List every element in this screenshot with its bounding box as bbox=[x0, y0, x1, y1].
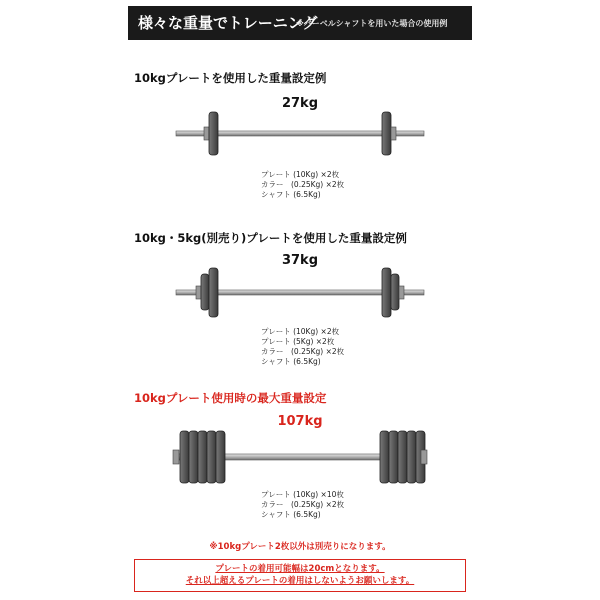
header-note: ※バーベルシャフトを用いた場合の使用例 bbox=[296, 19, 448, 28]
header-banner bbox=[128, 6, 472, 40]
section-1-title: 10kgプレートを使用した重量設定例 bbox=[134, 71, 327, 85]
collar-right bbox=[421, 450, 427, 464]
barbell-37kg-illustration bbox=[0, 264, 600, 326]
plate-10kg bbox=[382, 112, 391, 155]
spec-line: プレート (10Kg) ×10枚 bbox=[261, 490, 344, 499]
plate-10kg bbox=[180, 431, 189, 483]
plate-10kg bbox=[189, 431, 198, 483]
collar-right bbox=[399, 286, 404, 299]
spec-line: シャフト (6.5Kg) bbox=[261, 190, 321, 199]
plate-10kg bbox=[198, 431, 207, 483]
plate-5kg bbox=[391, 274, 399, 310]
section-2-specs bbox=[261, 327, 344, 367]
spec-line: シャフト (6.5Kg) bbox=[261, 510, 321, 519]
plate-10kg bbox=[209, 268, 218, 317]
section-3-total-weight: 107kg bbox=[277, 414, 323, 429]
plate-10kg bbox=[389, 431, 398, 483]
plate-5kg bbox=[201, 274, 209, 310]
plate-10kg bbox=[407, 431, 416, 483]
spec-line: プレート (5Kg) ×2枚 bbox=[261, 337, 335, 346]
plate-10kg bbox=[382, 268, 391, 317]
plate-10kg bbox=[398, 431, 407, 483]
plate-10kg bbox=[380, 431, 389, 483]
collar-right bbox=[391, 127, 396, 140]
notice-box bbox=[134, 559, 466, 592]
notice-line-1: プレートの着用可能幅は20cmとなります。 bbox=[215, 564, 385, 574]
footnote: ※10kgプレート2枚以外は別売りになります。 bbox=[209, 542, 391, 552]
plate-10kg bbox=[207, 431, 216, 483]
section-2-title: 10kg・5kg(別売り)プレートを使用した重量設定例 bbox=[134, 231, 407, 245]
plate-10kg bbox=[209, 112, 218, 155]
spec-line: プレート (10Kg) ×2枚 bbox=[261, 327, 340, 336]
section-1-total-weight: 27kg bbox=[281, 96, 319, 111]
spec-line: カラー (0.25Kg) ×2枚 bbox=[261, 180, 345, 189]
section-2-total-weight: 37kg bbox=[281, 253, 319, 268]
header-title: 様々な重量でトレーニング bbox=[138, 14, 318, 32]
spec-line: カラー (0.25Kg) ×2枚 bbox=[261, 347, 345, 356]
barbell-27kg-illustration bbox=[0, 110, 600, 160]
section-3-specs bbox=[261, 490, 344, 520]
collar-left bbox=[173, 450, 179, 464]
spec-line: プレート (10Kg) ×2枚 bbox=[261, 170, 340, 179]
collar-left bbox=[204, 127, 209, 140]
collar-left bbox=[196, 286, 201, 299]
spec-line: シャフト (6.5Kg) bbox=[261, 357, 321, 366]
section-3-title: 10kgプレート使用時の最大重量設定 bbox=[134, 391, 327, 405]
notice-line-2: それ以上超えるプレートの着用はしないようお願いします。 bbox=[185, 576, 415, 586]
barbell-107kg-illustration bbox=[0, 428, 600, 488]
section-1-specs bbox=[261, 170, 344, 200]
plate-10kg bbox=[216, 431, 225, 483]
spec-line: カラー (0.25Kg) ×2枚 bbox=[261, 500, 345, 509]
